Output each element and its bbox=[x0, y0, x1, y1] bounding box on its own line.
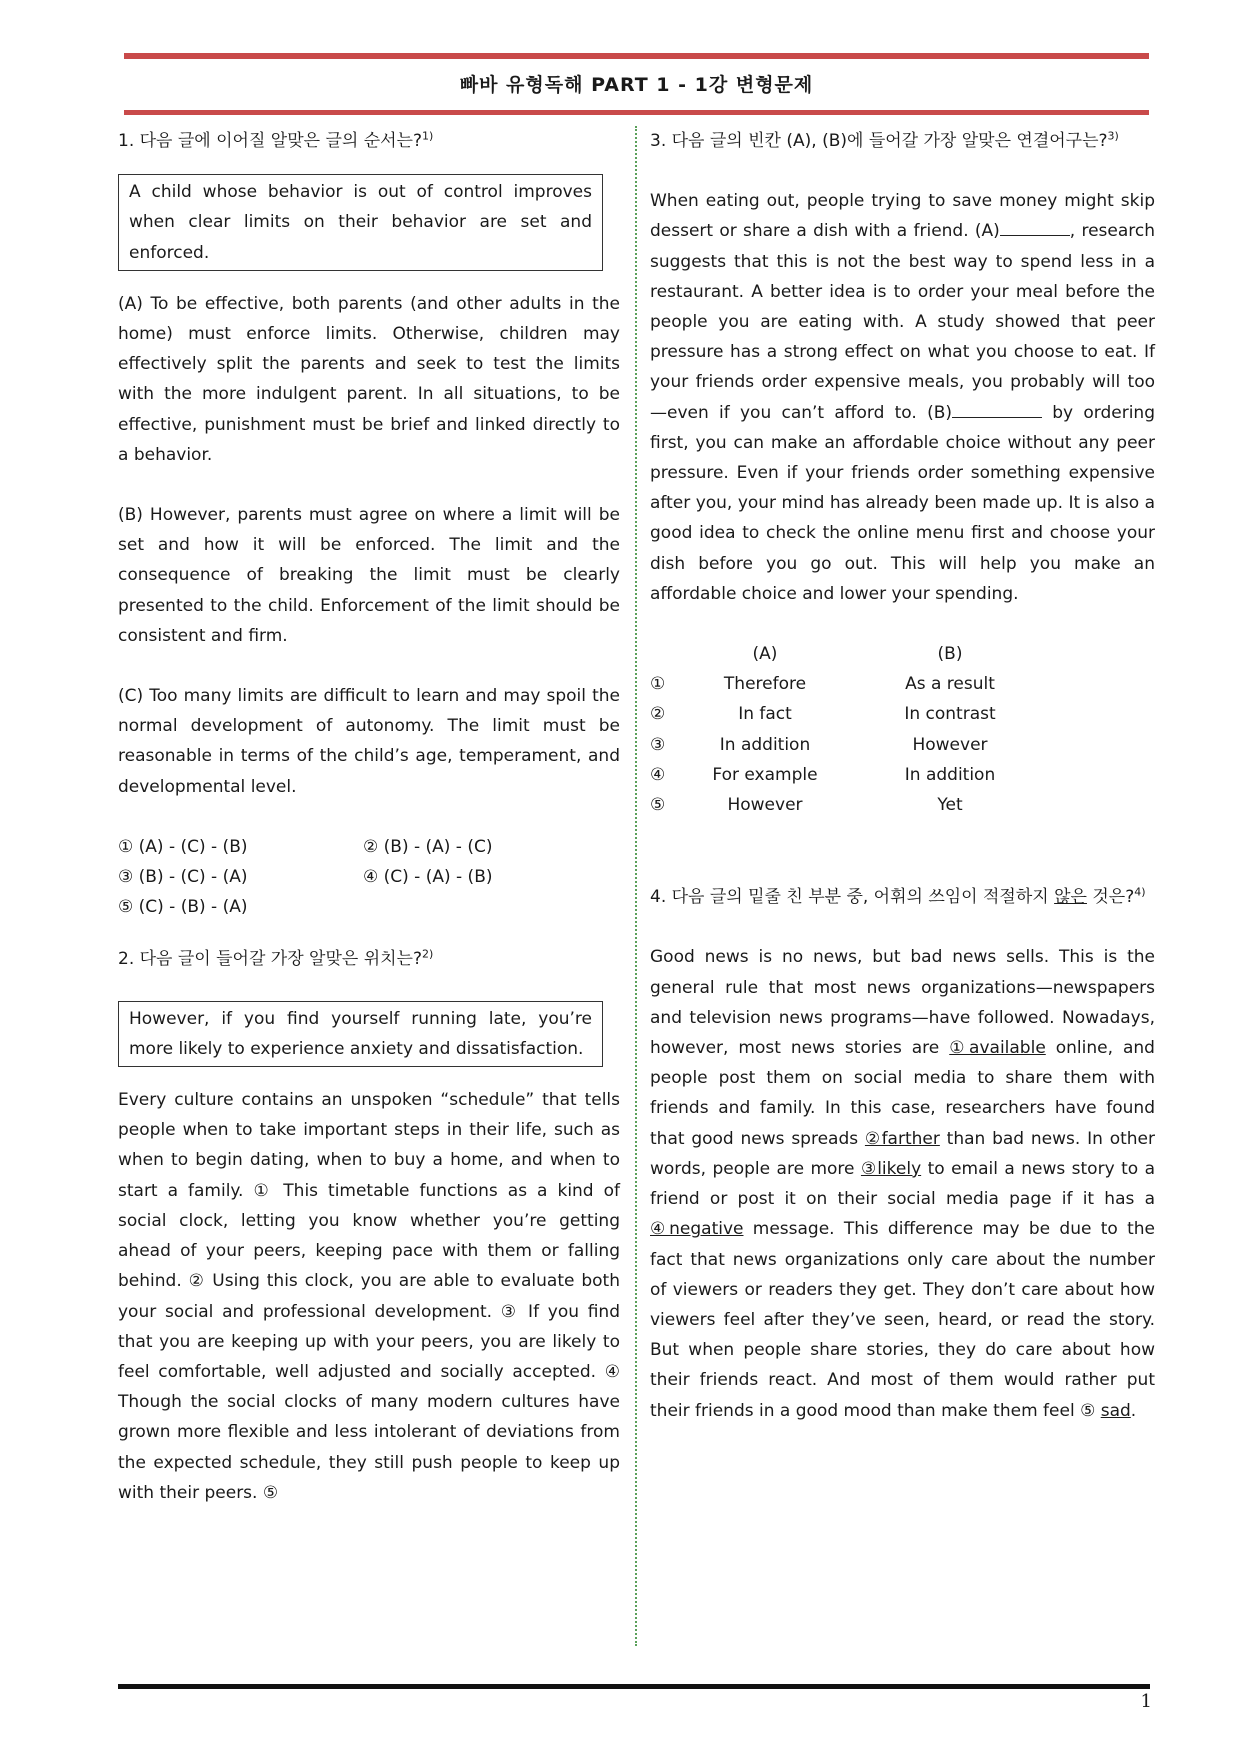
q4-footnote: 4) bbox=[1134, 885, 1146, 899]
q3-choice-1-num: ① bbox=[650, 674, 666, 695]
q1-given-box: A child whose behavior is out of control improves when clear limits on their behavior are set and enforced. bbox=[118, 174, 603, 271]
q3-prompt: 3. 다음 글의 빈칸 (A), (B)에 들어갈 가장 알맞은 연결어구는?$^{3)}$ bbox=[650, 129, 1119, 151]
q1-options bbox=[118, 832, 620, 923]
q1-prompt: 1. 다음 글에 이어질 알맞은 글의 순서는?$^{1)}$ bbox=[118, 129, 434, 151]
q4-underline-5: sad bbox=[1100, 1400, 1131, 1421]
q2-passage: Every culture contains an unspoken “schedule” that tells people when to take important steps in their life, such as when to begin dating, when to buy a home, and when to start a family. ① This timetable functions as a kind of social clock, letting you know whether you’re getting ahead of your peers, keeping pace with them or falling behind. ② Using this clock, you are able to evaluate both your social and professional development. ③ If you find that you are keeping up with your peers, you are likely to feel comfortable, well adjusted and socially accepted. ④ Though the social clocks of many modern cultures have grown more flexible and less intolerant of deviations from the expected schedule, they still push people to keep up with their peers. ⑤ bbox=[118, 1090, 620, 1503]
q3-choice-1-a: Therefore bbox=[723, 674, 807, 695]
q3-choice-3-b: However bbox=[912, 734, 988, 755]
q2-footnote: 2) bbox=[422, 947, 434, 961]
left-column bbox=[118, 126, 620, 1538]
q3-blank-a bbox=[1000, 217, 1070, 236]
q1-option-2: ② (B) - (A) - (C) bbox=[363, 836, 493, 857]
column-divider bbox=[635, 126, 637, 1646]
q3-choice-table bbox=[650, 639, 1155, 820]
q3-choice-2-a: In fact bbox=[738, 704, 792, 725]
q1-option-5: ⑤ (C) - (B) - (A) bbox=[118, 897, 248, 918]
q4-underline-4: ④negative bbox=[650, 1219, 744, 1240]
q3-choice-5-a: However bbox=[727, 795, 803, 816]
q1-para-c: (C) Too many limits are difficult to learn and may spoil the normal development of autonomy. The limit must be reasonable in terms of the child’s age, temperament, and developmental level. bbox=[118, 686, 620, 797]
q1-para-b: (B) However, parents must agree on where a limit will be set and how it will be enforced. The limit and the consequence of breaking the limit must be clearly presented to the child. Enforcement of the limit should be consistent and firm. bbox=[118, 505, 620, 646]
q1-option-4: ④ (C) - (A) - (B) bbox=[363, 867, 493, 888]
q2-given-box: However, if you find yourself running late, you’re more likely to experience anxiety and dissatisfaction. bbox=[118, 1001, 603, 1067]
q4-underline-3: ③likely bbox=[860, 1158, 922, 1179]
header-bottom-rule bbox=[124, 110, 1149, 115]
page-title: 빠바 유형독해 PART 1 - 1강 변형문제 bbox=[459, 74, 814, 96]
header-top-rule bbox=[124, 53, 1149, 59]
q1-option-1: ① (A) - (C) - (B) bbox=[118, 836, 248, 857]
q3-choice-4-b: In addition bbox=[904, 764, 996, 785]
q3-col-b-header: (B) bbox=[937, 644, 963, 665]
q3-choice-3-num: ③ bbox=[650, 734, 666, 755]
q3-choice-1-b: As a result bbox=[905, 674, 995, 695]
page-number: 1 bbox=[1140, 1691, 1152, 1712]
footer-rule bbox=[118, 1684, 1150, 1689]
q3-choice-3-a: In addition bbox=[719, 734, 811, 755]
q2-prompt: 2. 다음 글이 들어갈 가장 알맞은 위치는?$^{2)}$ bbox=[118, 947, 434, 970]
q3-col-a-header: (A) bbox=[752, 644, 778, 665]
q3-choice-4-a: For example bbox=[712, 764, 818, 785]
q1-para-a: (A) To be effective, both parents (and other adults in the home) must enforce limits. Otherwise, children may effectively split the parents and seek to test the limits with the more indulgent parent. In all situations, to be effective, punishment must be brief and linked directly to a behavior. bbox=[118, 293, 620, 465]
q4-underline-1: ①available bbox=[949, 1038, 1046, 1059]
q3-passage: When eating out, people trying to save money might skip dessert or share a dish with a friend. (A) , research suggests that this is not the best way to spend less in a restaurant. A better idea is to order your meal before the people you are eating with. A study showed that peer pressure has a strong effect on what you choose to eat. If your friends order expensive meals, you probably will too—even if you can’t afford to. (B) by ordering first, you can make an affordable choice without any peer pressure. Even if your friends order something expensive after you, your mind has already been made up. It is also a good idea to check the online menu first and choose your dish before you go out. This will help you make an affordable choice and lower your spending. bbox=[650, 191, 1155, 604]
right-column bbox=[650, 126, 1155, 1456]
q3-choice-5-num: ⑤ bbox=[650, 795, 666, 816]
q3-blank-b bbox=[952, 399, 1042, 418]
q4-passage: Good news is no news, but bad news sells. This is the general rule that most news organizations—newspapers and television news programs—have followed. Nowadays, however, most news stories are ①available online, and people post them on social media to share them with friends and family. In this case, researchers have found that good news spreads ②farther than bad news. In other words, people are more ③likely to email a news story to a friend or post it on their social media page if it has a ④negative message. This difference may be due to the fact that news organizations only care about the number of viewers or readers they get. They don’t care about how viewers feel after they’ve seen, heard, or read the story. But when people share stories, they do care about how their friends react. And most of them would rather put their friends in a good mood than make them feel ⑤ sad. bbox=[650, 947, 1155, 1421]
q1-footnote: 1) bbox=[422, 129, 434, 143]
q3-choice-5-b: Yet bbox=[937, 795, 963, 816]
q4-prompt: 4. 다음 글의 밑줄 친 부분 중, 어휘의 쓰임이 적절하지 않은 것은?$^{4)}$ bbox=[650, 885, 1146, 908]
q3-footnote: 3) bbox=[1107, 129, 1119, 143]
q4-underline-2: ②farther bbox=[864, 1128, 940, 1149]
q3-choice-2-num: ② bbox=[650, 704, 666, 725]
q4-prompt-underlined: 않은 bbox=[1054, 887, 1087, 908]
q1-option-3: ③ (B) - (C) - (A) bbox=[118, 867, 248, 888]
q3-choice-2-b: In contrast bbox=[904, 704, 996, 725]
q3-choice-4-num: ④ bbox=[650, 764, 666, 785]
